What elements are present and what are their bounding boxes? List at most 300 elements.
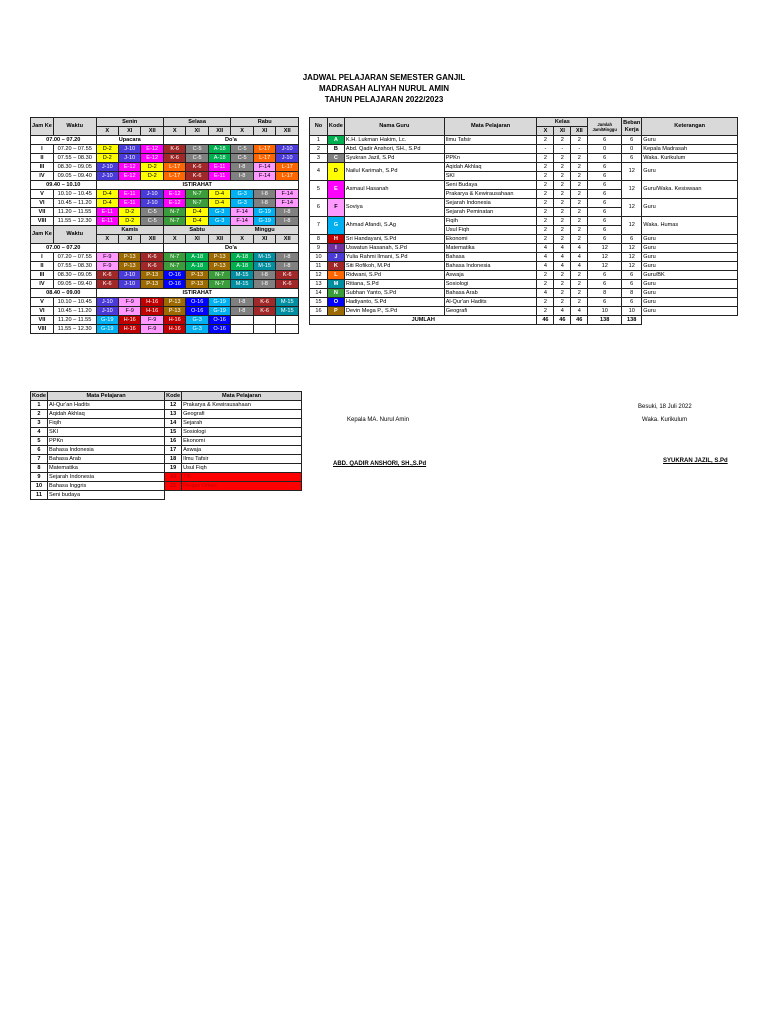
hours-total: 6 (588, 136, 622, 145)
lesson-cell: C-5 (141, 217, 163, 226)
hours-x: - (537, 145, 554, 154)
subject-code: 2 (31, 410, 48, 419)
subject-name: Bahasa Inggris (47, 482, 164, 491)
teacher-subject: Usul Fiqh (444, 226, 537, 235)
class-header: X (96, 235, 118, 244)
teacher-load: 12 (622, 244, 642, 253)
subject-row (31, 410, 302, 419)
hours-xii: 4 (571, 307, 588, 316)
subject-row (31, 464, 302, 473)
hours-xii: 2 (571, 298, 588, 307)
teacher-no: 14 (310, 289, 328, 298)
span-label-1 (96, 244, 163, 253)
teacher-name: Devin Mega P., S.Pd (344, 307, 444, 316)
jam-cell: III (31, 271, 54, 280)
lesson-cell: K-6 (96, 271, 118, 280)
teacher-subject: Fiqih (444, 217, 537, 226)
lesson-cell: K-6 (163, 145, 185, 154)
lesson-cell: E-12 (141, 154, 163, 163)
lesson-cell: H-16 (141, 298, 163, 307)
hours-total: 0 (588, 145, 622, 154)
teacher-subject: Sosiologi (444, 280, 537, 289)
time-cell: 11.20 – 11.55 (53, 208, 96, 217)
lesson-cell: F-14 (231, 208, 254, 217)
teacher-name: Hadiyanto, S.Pd (344, 298, 444, 307)
schedule-row (31, 280, 299, 289)
lesson-cell: F-14 (253, 163, 276, 172)
subject-code: 7 (31, 455, 48, 464)
schedule-row (31, 262, 299, 271)
subject-row (31, 482, 302, 491)
hours-xi: - (554, 145, 571, 154)
kode-header: Kode (32, 392, 46, 399)
break-label: ISTIRAHAT (96, 289, 298, 298)
lesson-cell: I-8 (231, 172, 254, 181)
jam-cell: IV (31, 172, 54, 181)
jam-cell: I (31, 145, 54, 154)
teacher-row (310, 199, 738, 208)
subject-name: Sosiologi (182, 428, 302, 437)
subject-name: SKI (47, 428, 164, 437)
teacher-load: 6 (622, 235, 642, 244)
jam-ke-header: Jam Ke (31, 226, 54, 244)
title-line-1: JADWAL PELAJARAN SEMESTER GANJIL (302, 73, 466, 82)
class-header: XII (141, 235, 163, 244)
total-beban: 138 (622, 316, 642, 325)
jam-ke-header: Jam Ke (31, 118, 54, 136)
time-cell: 09.05 – 09.40 (53, 172, 96, 181)
hours-x: 2 (537, 226, 554, 235)
teacher-note: Guru (642, 280, 738, 289)
lesson-cell: E-12 (141, 145, 163, 154)
hours-x: 2 (537, 172, 554, 181)
time-cell: 07.00 – 07.20 (31, 136, 97, 145)
subject-name: Sejarah Indonesia (47, 473, 164, 482)
hours-x: 4 (537, 262, 554, 271)
no-header: No (310, 118, 328, 136)
lesson-cell: N-7 (186, 190, 208, 199)
teacher-row (310, 136, 738, 145)
hours-xii: 2 (571, 280, 588, 289)
lesson-cell: E-12 (119, 172, 141, 181)
hours-xi: 2 (554, 172, 571, 181)
mapel-header: Mata Pelajaran (182, 392, 302, 401)
hours-xii: 2 (571, 154, 588, 163)
hours-xi: 2 (554, 136, 571, 145)
hours-xii: 2 (571, 226, 588, 235)
subject-code: 9 (31, 473, 48, 482)
lesson-cell: I-8 (253, 271, 276, 280)
signature-left-name: ABD. QADIR ANSHORI, SH.,S.Pd (333, 461, 427, 467)
kelas-header: Kelas (537, 118, 588, 127)
lesson-cell: E-12 (119, 163, 141, 172)
subject-row (31, 437, 302, 446)
subject-row (31, 401, 302, 410)
hours-xi: 2 (554, 181, 571, 190)
lesson-cell: N-7 (208, 280, 230, 289)
class-header: X (537, 127, 554, 136)
hours-total: 6 (588, 280, 622, 289)
teacher-name: Sri Handayani, S.Pd (344, 235, 444, 244)
hours-xi: 2 (554, 271, 571, 280)
teacher-name: Uswatun Hasanah, S.Pd (344, 244, 444, 253)
teacher-code: P (327, 307, 344, 316)
time-cell: 09.40 – 10.10 (31, 181, 97, 190)
lesson-cell: G-19 (208, 307, 230, 316)
lesson-cell: N-7 (208, 271, 230, 280)
day-header: Selasa (163, 118, 230, 127)
hours-xi: 2 (554, 289, 571, 298)
hours-xi: 2 (554, 154, 571, 163)
time-cell: 07.00 – 07.20 (31, 244, 97, 253)
lesson-cell: G-19 (96, 325, 118, 334)
teacher-total-row (310, 316, 738, 325)
hours-xi: 4 (554, 244, 571, 253)
teacher-load: 6 (622, 298, 642, 307)
teacher-subject: Bahasa (444, 253, 537, 262)
schedule-row (31, 244, 299, 253)
time-cell: 11.20 – 11.55 (53, 316, 96, 325)
subject-name: Geografi (182, 410, 302, 419)
subject-code: 5 (31, 437, 48, 446)
hours-xi: 4 (554, 262, 571, 271)
subject-code: 21 (165, 482, 182, 491)
teacher-name: Nailul Karimah, S.Pd (344, 163, 444, 181)
lesson-cell: G-3 (186, 316, 208, 325)
schedule-row (31, 145, 299, 154)
hours-xii: 4 (571, 253, 588, 262)
teacher-subject: Seni Budaya (444, 181, 537, 190)
hours-xii: 2 (571, 289, 588, 298)
lesson-cell: D-4 (208, 199, 230, 208)
subject-row (31, 446, 302, 455)
hours-xii: 4 (571, 244, 588, 253)
hours-total: 6 (588, 298, 622, 307)
title-line-3: TAHUN PELAJARAN 2022/2023 (324, 95, 444, 104)
hours-x: 2 (537, 271, 554, 280)
teacher-code: E (327, 181, 344, 199)
class-header: XII (208, 127, 230, 136)
lesson-cell: I-8 (231, 307, 254, 316)
teacher-subject: Al-Qur'an Hadits (444, 298, 537, 307)
class-header: XI (119, 127, 141, 136)
hours-total: 6 (588, 163, 622, 172)
lesson-cell (253, 325, 276, 334)
subject-name: TIK (182, 473, 302, 482)
teacher-load: 12 (622, 262, 642, 271)
hours-xii: 2 (571, 163, 588, 172)
subject-name: Penjas Orkes (182, 482, 302, 491)
waktu-header: Waktu (53, 118, 96, 136)
lesson-cell: P-13 (119, 253, 141, 262)
teacher-load: 12 (622, 217, 642, 235)
teacher-subject: Sejarah Indonesia (444, 199, 537, 208)
teacher-name: Yulia Rahmi Ilmani, S.Pd (344, 253, 444, 262)
subject-name: Aqidah Akhlaq (47, 410, 164, 419)
jam-cell: VIII (31, 217, 54, 226)
teacher-subject: PPKn (444, 154, 537, 163)
hours-total: 6 (588, 217, 622, 226)
jam-cell: VI (31, 307, 54, 316)
lesson-cell: F-14 (276, 199, 299, 208)
lesson-cell: C-5 (231, 154, 254, 163)
teacher-note: Guru (642, 253, 738, 262)
hours-total: 10 (588, 307, 622, 316)
lesson-cell: M-15 (231, 271, 254, 280)
hours-xi: 2 (554, 280, 571, 289)
hours-xii: - (571, 145, 588, 154)
teacher-subject: Matematika (444, 244, 537, 253)
hours-xi: 2 (554, 226, 571, 235)
teacher-note: Guru (642, 163, 738, 181)
subject-code: 10 (31, 482, 48, 491)
teacher-row (310, 280, 738, 289)
hours-xii: 2 (571, 181, 588, 190)
subject-name: Aswaja (182, 446, 302, 455)
class-header: XII (276, 127, 299, 136)
lesson-cell: G-19 (208, 298, 230, 307)
hours-total: 6 (588, 172, 622, 181)
lesson-cell: L-17 (253, 154, 276, 163)
lesson-cell: P-13 (186, 271, 208, 280)
span-label-2: Do'a (163, 244, 298, 253)
jam-cell: V (31, 298, 54, 307)
hours-total: 6 (588, 235, 622, 244)
subject-code: 4 (31, 428, 48, 437)
hours-total: 8 (588, 289, 622, 298)
hours-total: 6 (588, 190, 622, 199)
teacher-note: Guru (642, 199, 738, 217)
time-cell: 11.55 – 12.30 (53, 325, 96, 334)
beban-header: Beban Kerja (622, 118, 642, 136)
lesson-cell: F-9 (141, 316, 163, 325)
day-header: Rabu (231, 118, 299, 127)
schedule-row (31, 271, 299, 280)
lesson-cell: L-17 (163, 172, 185, 181)
teacher-load: 6 (622, 154, 642, 163)
subject-row (31, 491, 302, 500)
subject-code: 16 (165, 437, 182, 446)
subject-header-row (31, 392, 302, 401)
lesson-cell: I-8 (276, 208, 299, 217)
jam-cell: III (31, 163, 54, 172)
teacher-code: H (327, 235, 344, 244)
schedule-table (30, 117, 299, 334)
lesson-cell: K-6 (141, 253, 163, 262)
class-header: XI (554, 127, 571, 136)
teacher-note: Kepala Madrasah (642, 145, 738, 154)
schedule-row (31, 136, 299, 145)
teacher-row (310, 235, 738, 244)
teacher-no: 1 (310, 136, 328, 145)
subject-code: 1 (31, 401, 48, 410)
total-blank (642, 316, 738, 325)
subject-code: 14 (165, 419, 182, 428)
hours-x: 2 (537, 190, 554, 199)
schedule-header-row (31, 226, 299, 235)
lesson-cell: J-10 (96, 298, 118, 307)
lesson-cell: M-15 (231, 280, 254, 289)
lesson-cell: L-17 (276, 163, 299, 172)
hours-x: 2 (537, 217, 554, 226)
teacher-subject: Ilmu Tafsir (444, 136, 537, 145)
teacher-no: 16 (310, 307, 328, 316)
lesson-cell: J-10 (96, 307, 118, 316)
teacher-row (310, 253, 738, 262)
lesson-cell: F-9 (119, 298, 141, 307)
teacher-no: 13 (310, 280, 328, 289)
teacher-name: Subhan Yanto, S.Pd (344, 289, 444, 298)
lesson-cell: G-19 (253, 208, 276, 217)
kode-header: Kode (327, 118, 344, 136)
class-header: XII (571, 127, 588, 136)
hours-total: 12 (588, 244, 622, 253)
lesson-cell: P-13 (208, 253, 230, 262)
teacher-note: Guru (642, 244, 738, 253)
lesson-cell: I-8 (253, 199, 276, 208)
teacher-no: 3 (310, 154, 328, 163)
lesson-cell: D-2 (96, 154, 118, 163)
subject-name: Ekonomi (182, 437, 302, 446)
teacher-name: Ahmad Afandi, S.Ag (344, 217, 444, 235)
teacher-code: M (327, 280, 344, 289)
time-cell: 11.55 – 12.30 (53, 217, 96, 226)
time-cell: 10.45 – 11.20 (53, 307, 96, 316)
empty-cell (165, 491, 302, 500)
lesson-cell: I-8 (276, 253, 299, 262)
total-xii: 46 (571, 316, 588, 325)
schedule-row (31, 163, 299, 172)
nama-header: Nama Guru (344, 118, 444, 136)
hours-xii: 2 (571, 217, 588, 226)
subject-row (31, 419, 302, 428)
lesson-cell: A-18 (208, 145, 230, 154)
lesson-cell: N-7 (163, 208, 185, 217)
teacher-code: I (327, 244, 344, 253)
lesson-cell: K-6 (186, 163, 208, 172)
time-cell: 07.55 – 08.30 (53, 154, 96, 163)
lesson-cell: P-13 (208, 262, 230, 271)
class-header: X (96, 127, 118, 136)
lesson-cell: E-12 (163, 199, 185, 208)
teacher-row (310, 307, 738, 316)
hours-xii: 2 (571, 271, 588, 280)
hours-total: 6 (588, 154, 622, 163)
lesson-cell: I-8 (276, 262, 299, 271)
signature-place-date: Besuki, 18 Juli 2022 (638, 404, 692, 410)
lesson-cell: I-8 (276, 217, 299, 226)
lesson-cell: N-7 (163, 217, 185, 226)
hours-xii: 2 (571, 172, 588, 181)
subject-row (31, 473, 302, 482)
lesson-cell: K-6 (276, 280, 299, 289)
lesson-cell: M-15 (253, 262, 276, 271)
class-header: XII (141, 127, 163, 136)
subject-name: Al-Qur'an Hadits (47, 401, 164, 410)
lesson-cell: H-16 (119, 316, 141, 325)
hours-xi: 2 (554, 190, 571, 199)
hours-xi: 4 (554, 253, 571, 262)
day-header: Sabtu (163, 226, 230, 235)
mapel-header: Mata Pelajaran (47, 392, 164, 401)
schedule-header-row (31, 118, 299, 127)
lesson-cell (231, 325, 254, 334)
lesson-cell: J-10 (276, 145, 299, 154)
time-cell: 10.10 – 10.45 (53, 190, 96, 199)
teacher-load: 12 (622, 163, 642, 181)
teacher-load: 12 (622, 181, 642, 199)
hours-total: 12 (588, 253, 622, 262)
teacher-code: C (327, 154, 344, 163)
hours-total: 6 (588, 226, 622, 235)
subject-name: Matematika (47, 464, 164, 473)
teacher-code: L (327, 271, 344, 280)
day-header: Kamis (96, 226, 163, 235)
subject-name: Ilmu Tafsir (182, 455, 302, 464)
teacher-code: J (327, 253, 344, 262)
teacher-note: Guru/Waka. Kesiswaan (642, 181, 738, 199)
lesson-cell: N-7 (163, 253, 185, 262)
lesson-cell: G-3 (208, 208, 230, 217)
time-cell: 07.55 – 08.30 (53, 262, 96, 271)
hours-xii: 4 (571, 262, 588, 271)
subject-code: 18 (165, 455, 182, 464)
lesson-cell: D-4 (186, 217, 208, 226)
subject-name: Prakarya & Kewirausahaan (182, 401, 302, 410)
teacher-code: A (327, 136, 344, 145)
day-header: Senin (96, 118, 163, 127)
keterangan-header: Keterangan (642, 118, 738, 136)
lesson-cell: O-16 (208, 325, 230, 334)
teacher-note: Waka. Kurikulum (642, 154, 738, 163)
lesson-cell: G-19 (253, 217, 276, 226)
lesson-cell: M-15 (276, 298, 299, 307)
jam-cell: VIII (31, 325, 54, 334)
teacher-row (310, 262, 738, 271)
teacher-name: Abd. Qadir Anshori, SH., S.Pd (344, 145, 444, 154)
title-line-2: MADRASAH ALIYAH NURUL AMIN (318, 84, 450, 93)
lesson-cell: D-2 (96, 145, 118, 154)
signature-right-role: Waka. Kurikulum (642, 417, 688, 423)
lesson-cell: L-17 (276, 172, 299, 181)
teacher-note: Guru (642, 307, 738, 316)
lesson-cell: N-7 (163, 262, 185, 271)
total-xi: 46 (554, 316, 571, 325)
subject-code: 12 (165, 401, 182, 410)
lesson-cell: E-11 (119, 190, 141, 199)
lesson-cell: C-5 (186, 154, 208, 163)
lesson-cell: I-8 (231, 163, 254, 172)
class-header: X (231, 127, 254, 136)
class-header: XII (276, 235, 299, 244)
lesson-cell: A-18 (186, 262, 208, 271)
teacher-subject: Aqidah Akhlaq (444, 163, 537, 172)
class-header: X (231, 235, 254, 244)
lesson-cell: M-15 (276, 307, 299, 316)
teacher-load: 6 (622, 271, 642, 280)
subject-code: 11 (31, 491, 48, 500)
subject-name: Seni budaya (47, 491, 164, 500)
total-x: 46 (537, 316, 554, 325)
teacher-no: 7 (310, 217, 328, 235)
hours-x: 2 (537, 136, 554, 145)
teacher-name: Asmaul Hasanah (344, 181, 444, 199)
teacher-no: 6 (310, 199, 328, 217)
lesson-cell: J-10 (96, 163, 118, 172)
teacher-code: O (327, 298, 344, 307)
teacher-code: B (327, 145, 344, 154)
day-header: Minggu (231, 226, 299, 235)
